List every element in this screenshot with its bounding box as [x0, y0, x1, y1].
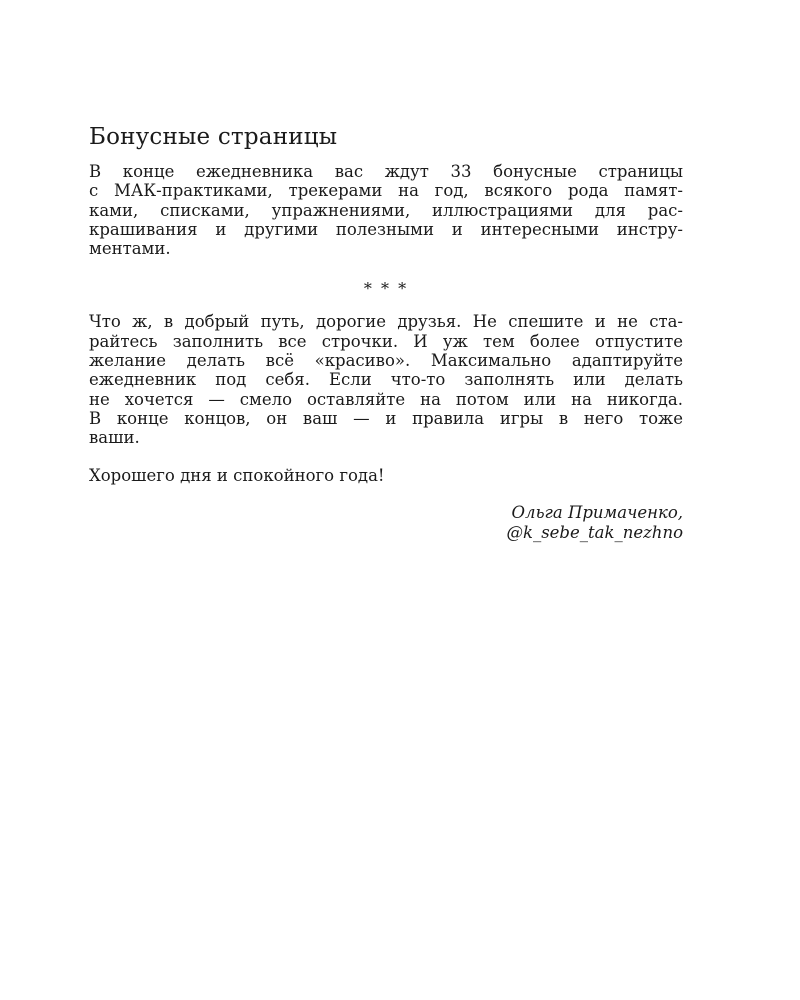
bonus-paragraph: [89, 162, 683, 258]
text-line: ментами.: [89, 239, 171, 259]
closing-line: Хорошего дня и спокойного года!: [89, 465, 385, 485]
text-line: Что ж, в добрый путь, дорогие друзья. Не спешите и не ста-: [89, 312, 683, 332]
farewell-paragraph: [89, 312, 683, 447]
section-title: Бонусные страницы: [89, 124, 338, 150]
page-content: [89, 122, 683, 543]
text-line: В конце ежедневника вас ждут 33 бонусные страницы: [89, 162, 683, 181]
author-name: Ольга Примаченко,: [511, 502, 683, 522]
text-line: ежедневник под себя. Если что-то заполнять или делать: [89, 370, 683, 390]
text-line: В конце концов, он ваш — и правила игры в него тоже: [89, 408, 683, 428]
text-line: райтесь заполнить все строчки. И уж тем более отпустите: [89, 331, 683, 351]
text-line: не хочется — смело оставляйте на потом или на никогда.: [89, 389, 683, 409]
section-divider: * * *: [363, 279, 409, 299]
text-line: с МАК-практиками, трекерами на год, всякого рода памят-: [89, 181, 683, 201]
text-line: ками, списками, упражнениями, иллюстрациями для рас-: [89, 200, 683, 220]
text-line: ваши.: [89, 428, 140, 448]
signature: [89, 503, 683, 543]
text-line: крашивания и другими полезными и интересными инстру-: [89, 219, 683, 239]
text-line: желание делать всё «красиво». Максимально адаптируйте: [89, 351, 683, 371]
author-handle: @k_sebe_tak_nezhno: [506, 522, 683, 542]
